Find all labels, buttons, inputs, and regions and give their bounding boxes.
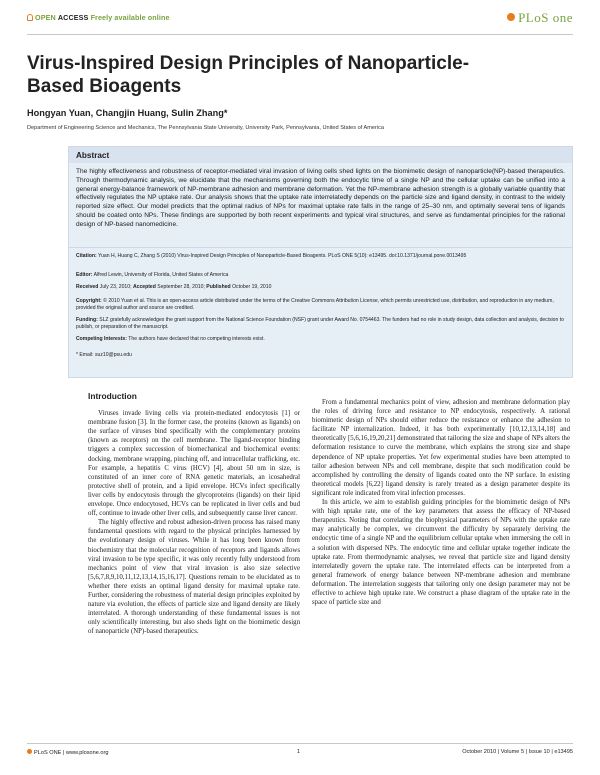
page-footer bbox=[27, 749, 573, 759]
editor-line: Editor: Alfred Lewin, University of Florida, United States of America bbox=[76, 272, 229, 278]
copyright-line: Copyright: © 2010 Yuan et al. This is an open-access article distributed under the terms of the Creative Commons Attribution License, which permits unrestricted use, distribution, and reproduction in any medium, provided the original author and source are credited. bbox=[76, 298, 554, 311]
footer-divider bbox=[27, 743, 573, 744]
paragraph: In this article, we aim to establish guiding principles for the biomimetic design of NPs with high uptake rate, one of the key parameters that assess the efficacy of NP-based therapeutics. Noting that correlating the biophysical parameters of NPs with the uptake rate may analytically be complex, we circumvent the difficulty by separately deriving the endocytic time of a single NP and the equilibrium cellular uptake when immersing the cell in a solution with dispersed NPs. The endocytic time and cellular uptake together indicate the uptake rate. From thermodynamic analyses, we reveal that particle size and ligand density interrelatedly govern the uptake rate. The interrelated effects can be interpreted from a general framework of energy balance between NP-membrane adhesion and membrane deformation. The interrelation suggests that tailoring only one design parameter may not be effective to achieve high uptake rate. We construct a phase diagram of the uptake rate in the space of particle size and bbox=[312, 499, 570, 607]
abstract-divider bbox=[69, 247, 572, 248]
citation-line: Citation: Yuan H, Huang C, Zhang S (2010) Virus-Inspired Design Principles of Nanoparticle-Based Bioagents. PLoS ONE 5(10): e13495. doi:10.1371/journal.pone.0013495 bbox=[76, 253, 467, 259]
competing-interests-line: Competing Interests: The authors have declared that no competing interests exist. bbox=[76, 336, 265, 342]
dates-line: Received July 23, 2010; Accepted September 28, 2010; Published October 19, 2010 bbox=[76, 284, 272, 290]
paragraph: From a fundamental mechanics point of view, adhesion and membrane deformation play the roles of driving force and resistance to NP endocytosis, respectively. A rational biomimetic design of NPs should either reduce the resistance or enhance the adhesion to facilitate NP internalization. Indeed, it has both experimentally [10,12,13,14,18] and theoretically [5,6,16,19,20,21] demonstrated that tailoring the size and shape of NPs alters the deformation resistance to curve the membrane, which explains the strong size and shape dependence of NP uptake properties. Yet few experimental studies have been attempted to tailor adhesion between NPs and cell membrane, despite that such modification could be accomplished by controlling the density of ligands coated onto the NP surface. In existing theoretical models [6,22] ligand density is rarely treated as a design parameter despite its significant role indicated from viral infection processes. bbox=[312, 399, 570, 497]
open-lock-icon bbox=[27, 14, 33, 21]
body-column-right bbox=[312, 398, 570, 607]
abstract-header-bar bbox=[69, 147, 572, 163]
abstract-heading: Abstract bbox=[76, 151, 110, 160]
journal-header bbox=[27, 12, 573, 28]
article-title: Virus-Inspired Design Principles of Nanoparticle-Based Bioagents bbox=[27, 53, 470, 97]
page-number: 1 bbox=[297, 749, 301, 755]
body-column-left bbox=[88, 392, 300, 636]
introduction-heading: Introduction bbox=[88, 391, 137, 401]
author-affiliation: Department of Engineering Science and Mechanics, The Pennsylvania State University, University Park, Pennsylvania, United States of America bbox=[27, 125, 385, 131]
abstract-panel bbox=[68, 146, 573, 378]
author-list: Hongyan Yuan, Changjin Huang, Sulin Zhang* bbox=[27, 108, 228, 118]
issue-info: October 2010 | Volume 5 | Issue 10 | e13495 bbox=[462, 749, 573, 755]
logo-dot-icon bbox=[507, 13, 515, 21]
funding-line: Funding: SLZ gratefully acknowledges the grant support from the National Science Foundation (NSF) grant under Award No. 0754463. The funders had no role in study design, data collection and analysis, decision to publish, or preparation of the manuscript. bbox=[76, 317, 564, 330]
open-access-badge: OPEN ACCESS Freely available online bbox=[27, 13, 170, 22]
paragraph: The highly effective and robust adhesion-driven process has raised many fundamental questions with regard to the physical principles harnessed by the evolutionary design of viruses. While it has long been known from biochemistry that the molecular recognition of receptors and ligands allows viral invasion to be type specific, it was only recently fully understood from mechanics point of view that viral invasion is also size selective [5,6,7,8,9,10,11,12,13,14,15,16,17]. Questions remain to be elucidated as to whether there exists an optimal ligand density for maximal uptake rate. Further, considering the robustness of material design principles exploited by nature via evolution, the effects of particle size and ligand density are likely interrelated. A thorough understanding of these fundamental issues is not only scientifically interesting, but also sheds light on the biomimetic design of nanoparticle (NP)-based therapeutics. bbox=[88, 519, 300, 636]
abstract-text: The highly effectiveness and robustness of receptor-mediated viral invasion of living cells shed lights on the biomimetic design of nanoparticle(NP)-based therapeutics. Through thermodynamic analysis, we elucidate that the mechanisms governing both the endocytic time of a single NP and the cellular uptake can be unified into a general energy-balance framework of NP-membrane adhesion and membrane deformation. Yet the NP-membrane adhesion strength is a globally variable quantity that effectively regulates the NP uptake rate. Our analysis shows that the uptake rate interrelatedly depends on the particle size and ligand density, in contrast to the widely reported size effect. Our model predicts that the optimal radius of NPs for maximal uptake rate falls in the range of 25–30 nm, and optimally several tens of ligands should be coated onto NPs. These findings are supported by both recent experiments and typical viral structures, and serve as fundamental principles for the rational design of NP-based nanomedicine. bbox=[76, 168, 565, 228]
journal-logo[interactable]: PLoS one bbox=[507, 10, 573, 26]
logo-dot-icon bbox=[27, 749, 32, 754]
footer-journal[interactable]: PLoS ONE | www.plosone.org bbox=[27, 749, 109, 756]
paragraph: Viruses invade living cells via protein-mediated endocytosis [1] or membrane fusion [3]. In the former case, the proteins (known as ligands) on the surface of viruses bind specifically with the complementary proteins (known as receptors) on the cell membrane. The ligand-receptor binding triggers a complex succession of biomechanical and biochemical events: docking, membrane wrapping, pinching off, and intracellular trafficking, etc. For example, a hepatitis C virus (HCV) [4], about 50 nm in size, is constituted of an inner core of RNA genetic materials, an icosahedral protective shell of protein, and a lipid envelope. HCVs infect specifically liver cells by endocytosis through the glycoproteins (ligands) on their lipid envelope. Once endocytosed, HCVs can be replicated in liver cells and bud off, continue to invade other liver cells, and subsequently cause liver cancer. bbox=[88, 410, 300, 518]
email-line[interactable]: * Email: suz10@psu.edu bbox=[76, 352, 132, 358]
header-divider bbox=[27, 34, 573, 35]
